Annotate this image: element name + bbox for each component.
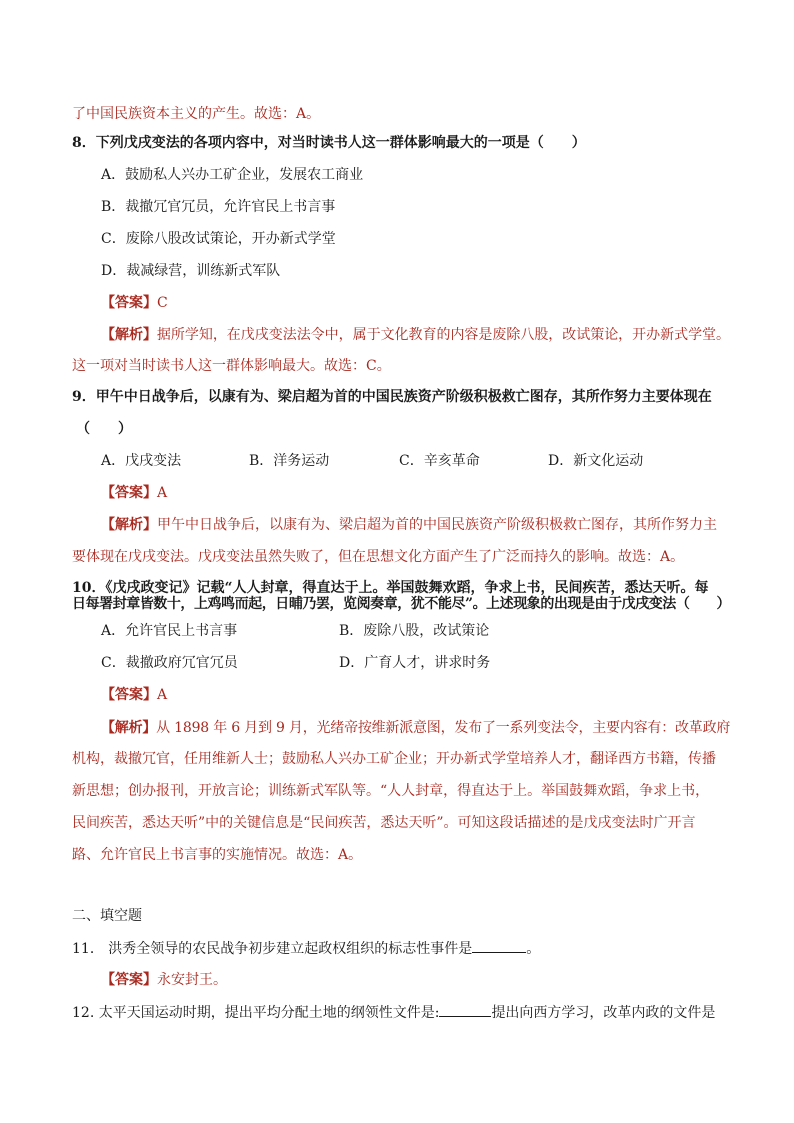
q12-stem-continued: 提出向西方学习，改革内政的文件是 bbox=[491, 1005, 716, 1021]
analysis-text: 据所学知，在戊戌变法法令中，属于文化教育的内容是废除八股，改试策论，开办新式学堂。 bbox=[156, 327, 731, 343]
analysis-tag: 【解析】 bbox=[101, 517, 157, 533]
q9-analysis-line-1 bbox=[101, 515, 717, 535]
q10-option-b: B．废除八股，改试策论 bbox=[339, 623, 490, 639]
answer-value: A bbox=[157, 687, 168, 703]
q10-option-d: D．广育人才，讲求时务 bbox=[339, 655, 491, 671]
q10-option-a: A．允许官民上书言事 bbox=[101, 623, 238, 639]
question-11-stem bbox=[72, 938, 540, 959]
q9-answer bbox=[101, 483, 167, 503]
question-8-stem: 8．下列戊戌变法的各项内容中，对当时读书人这一群体影响最大的一项是（ ） bbox=[72, 135, 586, 151]
section-title-fill-in: 二、填空题 bbox=[72, 908, 142, 924]
q9-option-b: B．洋务运动 bbox=[249, 453, 330, 469]
q8-analysis-line-2: 这一项对当时读书人这一群体影响最大。故选：C。 bbox=[72, 358, 391, 374]
q11-answer bbox=[101, 970, 227, 990]
q10-analysis-line-2: 机构，裁撤冗官，任用维新人士；鼓励私人兴办工矿企业；开办新式学堂培养人才，翻译西方书籍，传播 bbox=[72, 751, 716, 767]
analysis-text: 甲午中日战争后，以康有为、梁启超为首的中国民族资产阶级积极救亡图存，其所作努力主 bbox=[157, 517, 717, 533]
q8-answer bbox=[101, 293, 168, 313]
q11-stem-end: 。 bbox=[526, 941, 541, 957]
question-10-stem-line-2: 日每署封章皆数十，上鸡鸣而起，日晡乃罢，览阅奏章，犹不能尽”。上述现象的出现是由于戊戌变法（ ） bbox=[72, 596, 731, 612]
q8-analysis-line-1 bbox=[101, 325, 730, 345]
question-9-stem-line-2: （ ） bbox=[76, 421, 132, 437]
q10-option-c: C．裁撤政府冗官冗员 bbox=[101, 655, 238, 671]
answer-tag: 【答案】 bbox=[101, 972, 157, 988]
q8-option-c: C．废除八股改试策论，开办新式学堂 bbox=[101, 231, 336, 247]
q12-stem-text: 12. 太平天国运动时期，提出平均分配土地的纲领性文件是: bbox=[72, 1005, 440, 1021]
q10-analysis-line-5: 路、允许官民上书言事的实施情况。故选：A。 bbox=[72, 847, 363, 863]
answer-value: 永安封王。 bbox=[157, 972, 227, 988]
q9-option-a: A．戊戌变法 bbox=[101, 453, 182, 469]
q9-option-c: C．辛亥革命 bbox=[399, 453, 480, 469]
question-12-stem bbox=[72, 1002, 715, 1023]
q10-analysis-line-4: 民间疾苦，悉达天听”中的关键信息是“民间疾苦，悉达天听”。可知这段话描述的是戊戌变法时广开言 bbox=[72, 815, 696, 831]
answer-value: A bbox=[157, 485, 168, 501]
q8-option-b: B．裁撤冗官冗员，允许官民上书言事 bbox=[101, 199, 336, 215]
intro-line: 了中国民族资本主义的产生。故选：A。 bbox=[72, 106, 321, 122]
q9-analysis-line-2: 要体现在戊戌变法。戊戌变法虽然失败了，但在思想文化方面产生了广泛而持久的影响。故选：A。 bbox=[72, 549, 685, 565]
question-10-stem-line-1: 10．《戊戌政变记》记载“人人封章，得直达于上。举国鼓舞欢蹈，争求上书，民间疾苦，悉达天听。每 bbox=[72, 580, 709, 596]
q10-answer bbox=[101, 685, 167, 705]
q9-option-d: D．新文化运动 bbox=[548, 453, 644, 469]
analysis-tag: 【解析】 bbox=[101, 327, 157, 343]
q8-option-d: D．裁减绿营，训练新式军队 bbox=[101, 263, 281, 279]
answer-tag: 【答案】 bbox=[101, 485, 157, 501]
q10-analysis-line-3: 新思想；创办报刊，开放言论；训练新式军队等。“人人封章，得直达于上。举国鼓舞欢蹈，争求上书， bbox=[72, 783, 710, 799]
q11-answer-blank[interactable] bbox=[472, 938, 526, 953]
analysis-tag: 【解析】 bbox=[101, 720, 157, 736]
q11-stem-text: 11． 洪秀全领导的农民战争初步建立起政权组织的标志性事件是 bbox=[72, 941, 473, 957]
answer-value: C bbox=[157, 295, 168, 311]
answer-tag: 【答案】 bbox=[101, 687, 157, 703]
analysis-text: 从 1898 年 6 月到 9 月，光绪帝按维新派意图，发布了一系列变法令，主要内容有：改革政府 bbox=[156, 720, 731, 736]
q12-answer-blank[interactable] bbox=[439, 1002, 491, 1017]
q8-option-a: A．鼓励私人兴办工矿企业，发展农工商业 bbox=[101, 167, 364, 183]
question-9-stem-line-1: 9．甲午中日战争后，以康有为、梁启超为首的中国民族资产阶级积极救亡图存，其所作努力主要体现在 bbox=[72, 389, 712, 405]
q10-analysis-line-1 bbox=[101, 718, 730, 738]
answer-tag: 【答案】 bbox=[101, 295, 157, 311]
